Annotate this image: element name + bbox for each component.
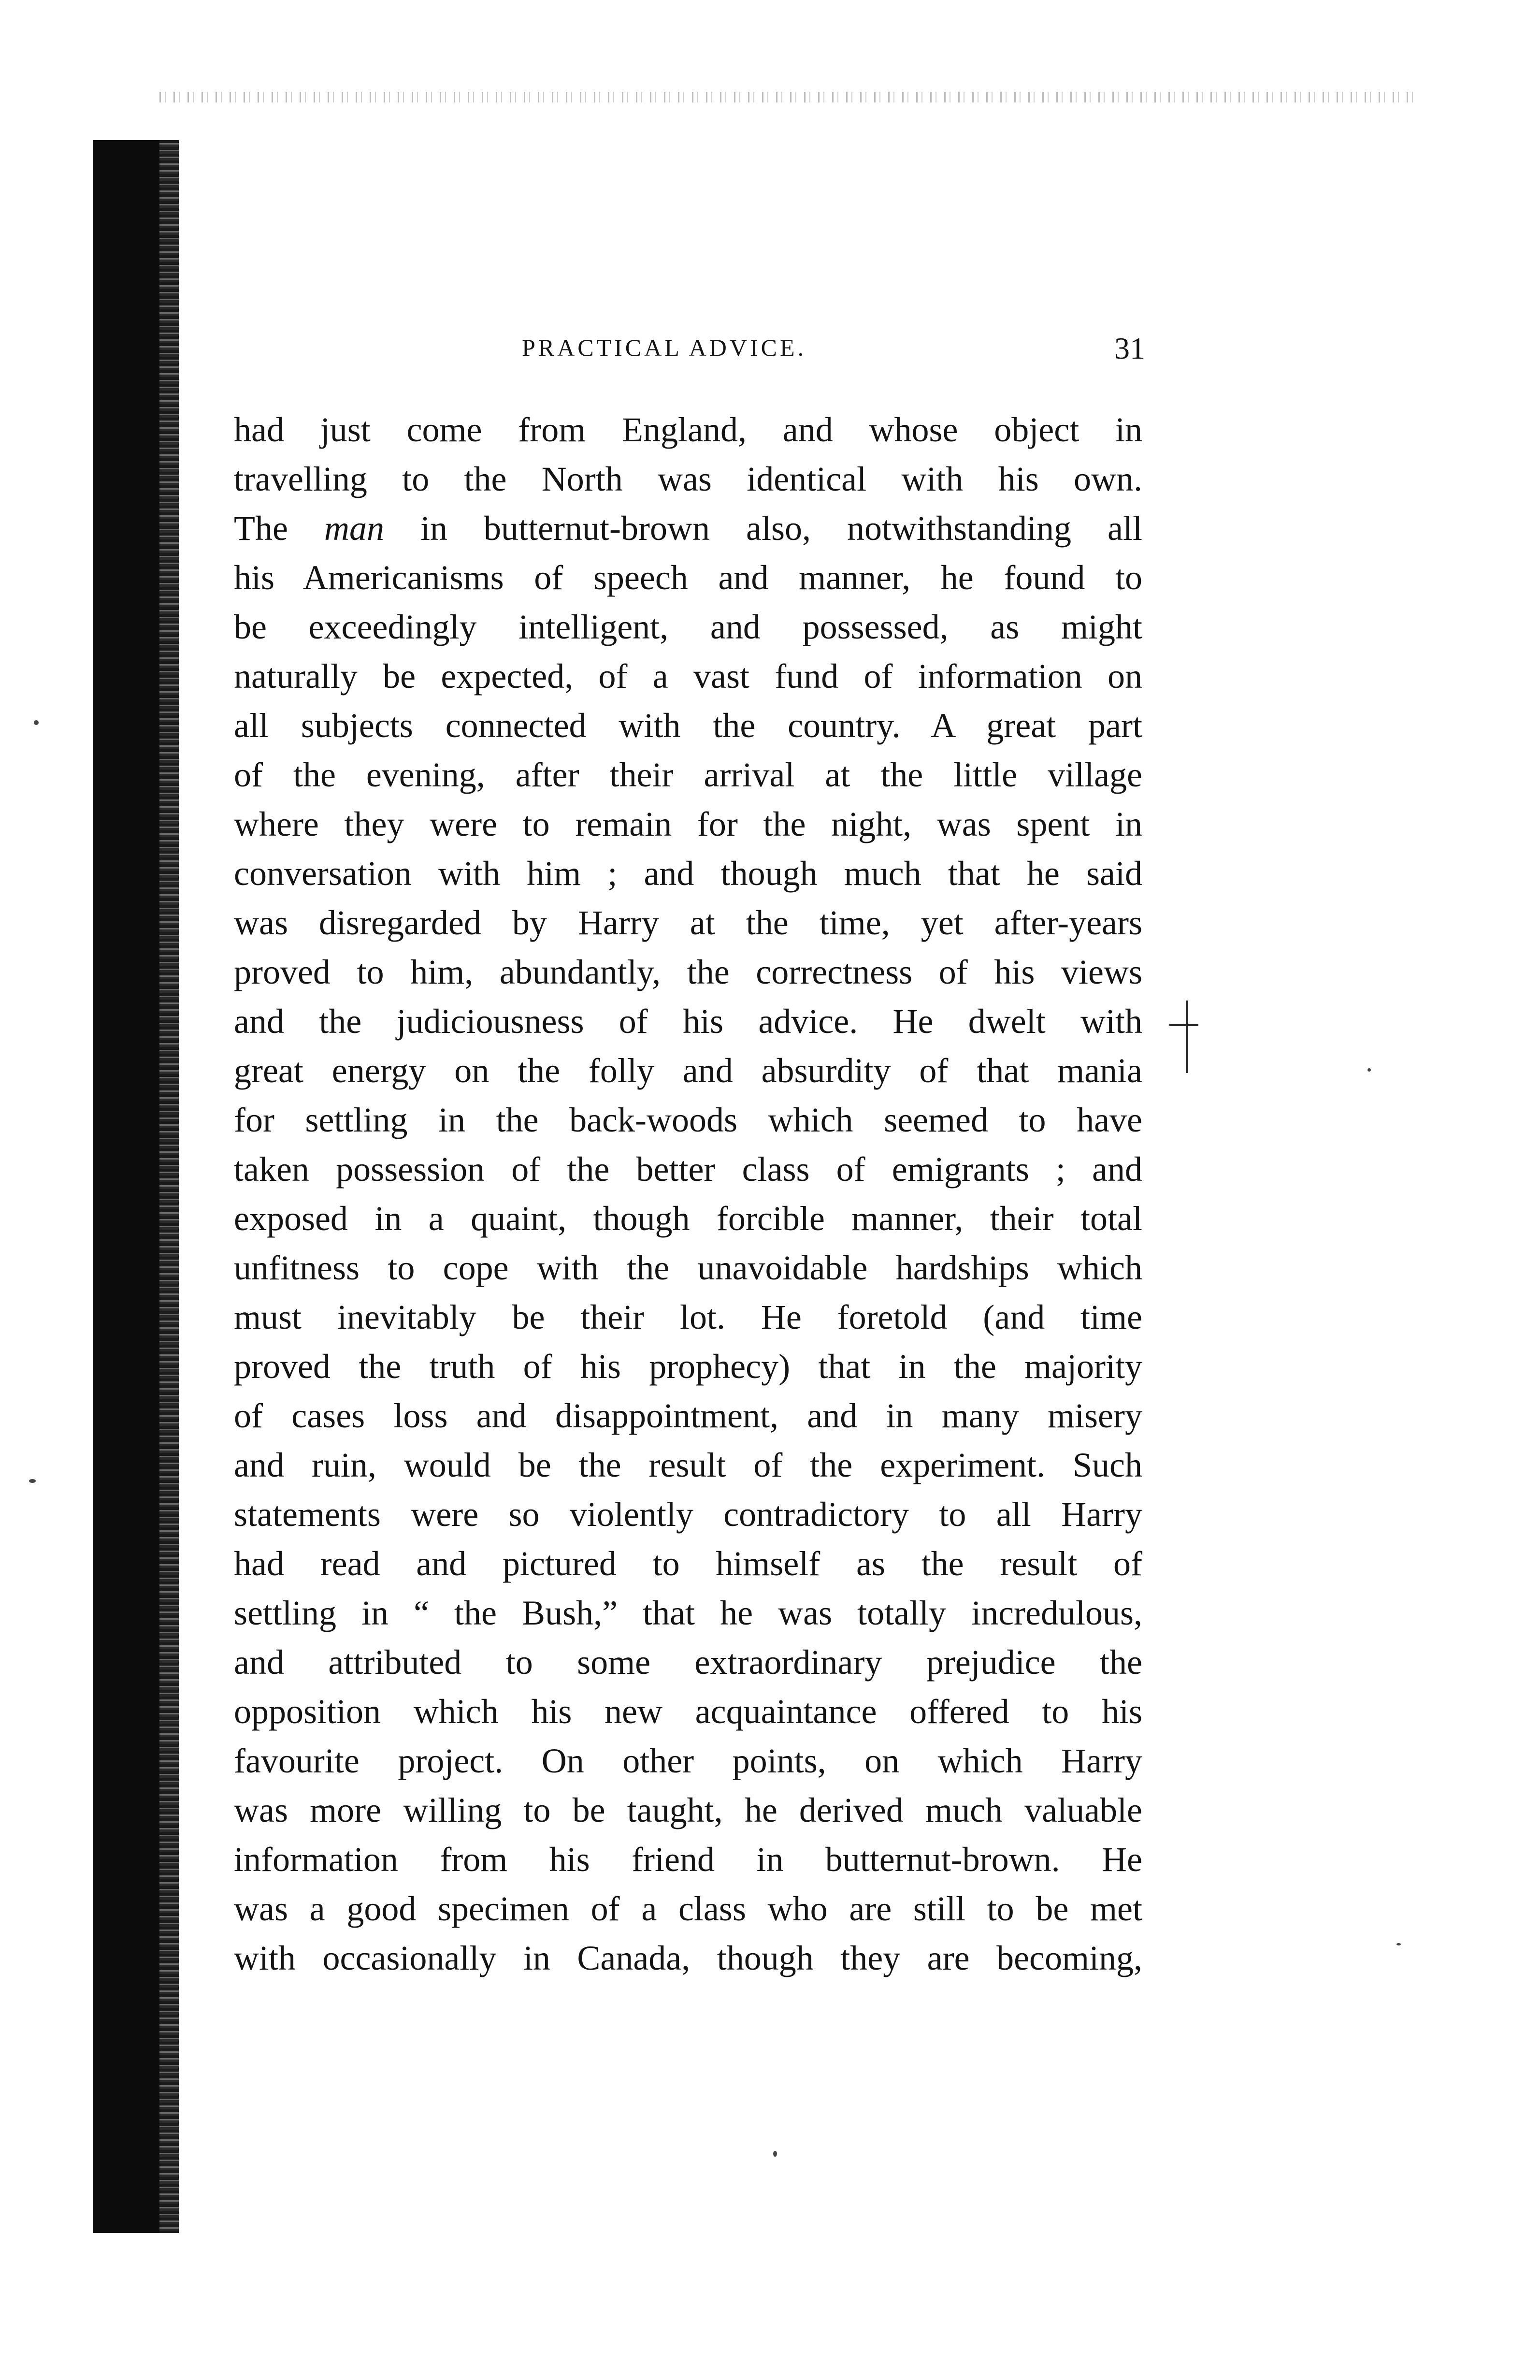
text-line: proved to him, abundantly, the correctness of his views: [234, 953, 1142, 991]
text-line: of the evening, after their arrival at the little village: [234, 755, 1142, 794]
text-line: be exceedingly intelligent, and possessed, as might: [234, 608, 1142, 646]
speck: [34, 720, 39, 725]
text-line: his Americanisms of speech and manner, he found to: [234, 558, 1142, 597]
text-line: favourite project. On other points, on which Harry: [234, 1741, 1142, 1780]
running-head: PRACTICAL ADVICE.: [522, 334, 807, 361]
text-line: where they were to remain for the night, was spent in: [234, 805, 1142, 843]
text-line: settling in “ the Bush,” that he was totally incredulous,: [234, 1594, 1142, 1632]
text-line: The man in butternut-brown also, notwithstanding all: [234, 509, 1142, 548]
text-line: and ruin, would be the result of the experiment. Such: [234, 1446, 1142, 1484]
text-line: for settling in the back-woods which seemed to have: [234, 1101, 1142, 1139]
body-text: [234, 405, 1142, 1983]
text-line: great energy on the folly and absurdity of that mania: [234, 1051, 1142, 1090]
text-line: had just come from England, and whose object in: [234, 410, 1142, 449]
text-line: conversation with him ; and though much that he said: [234, 854, 1142, 893]
text-line: information from his friend in butternut-brown. He: [234, 1840, 1142, 1879]
text-line: statements were so violently contradictory to all Harry: [234, 1495, 1142, 1534]
speck: [773, 2151, 777, 2157]
text-line: naturally be expected, of a vast fund of information on: [234, 657, 1142, 696]
text-line: opposition which his new acquaintance offered to his: [234, 1692, 1142, 1731]
text-line: travelling to the North was identical with his own.: [234, 460, 1142, 498]
text-line: was a good specimen of a class who are still to be met: [234, 1889, 1142, 1928]
text-line: must inevitably be their lot. He foretold (and time: [234, 1298, 1142, 1336]
speck: [1367, 1068, 1371, 1072]
text-line: and attributed to some extraordinary prejudice the: [234, 1643, 1142, 1682]
binding-edge: [159, 140, 179, 2233]
margin-cross-mark: [1169, 1001, 1198, 1078]
text-line: all subjects connected with the country. A great part: [234, 706, 1142, 745]
text-line: with occasionally in Canada, though they are becoming,: [234, 1939, 1142, 1977]
text-line-italic-start: [234, 504, 1142, 553]
text-line: proved the truth of his prophecy) that in the majority: [234, 1347, 1142, 1386]
text-line: was disregarded by Harry at the time, yet after-years: [234, 903, 1142, 942]
text-line: unfitness to cope with the unavoidable hardships which: [234, 1248, 1142, 1287]
text-line: and the judiciousness of his advice. He dwelt with: [234, 1002, 1142, 1041]
text-line: was more willing to be taught, he derived much valuable: [234, 1791, 1142, 1829]
text-line: had read and pictured to himself as the result of: [234, 1544, 1142, 1583]
text-line: exposed in a quaint, though forcible manner, their total: [234, 1199, 1142, 1238]
speck: [29, 1479, 36, 1483]
speck: [1396, 1943, 1401, 1945]
text-line: of cases loss and disappointment, and in many misery: [234, 1396, 1142, 1435]
scan-noise: [159, 92, 1416, 102]
page-header: [232, 331, 1145, 372]
page-number: 31: [1114, 331, 1145, 365]
text-line: taken possession of the better class of emigrants ; and: [234, 1150, 1142, 1189]
